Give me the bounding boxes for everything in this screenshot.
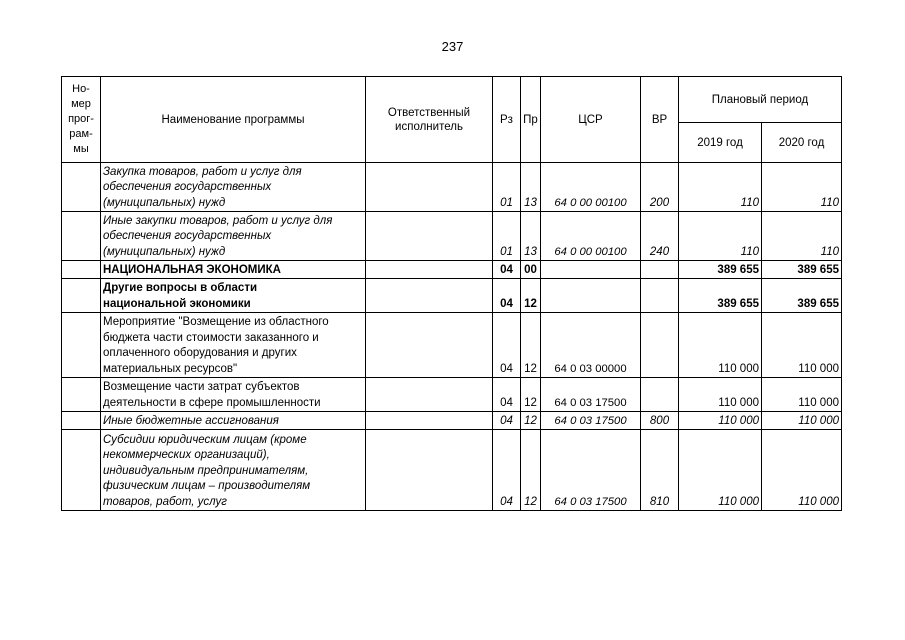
amount-2019-cell: 110 (679, 163, 762, 212)
table-row (62, 378, 842, 412)
rz-cell: 04 (493, 378, 521, 412)
amount-2019-cell: 110 000 (679, 313, 762, 378)
amount-2019-cell: 110 000 (679, 412, 762, 430)
vr-cell (641, 378, 679, 412)
header-pr: Пр (521, 77, 541, 163)
header-vr: ВР (641, 77, 679, 163)
program-name-cell: Субсидии юридическим лицам (кроме некоммерческих организаций), индивидуальным предпринимателям, физическим лицам – производителям товаров, работ, услуг (101, 430, 366, 511)
header-2019: 2019 год (679, 123, 762, 163)
csr-cell: 64 0 03 00000 (541, 313, 641, 378)
amount-2020-cell: 110 (762, 163, 842, 212)
amount-2020-cell: 110 000 (762, 430, 842, 511)
program-name-cell: Иные бюджетные ассигнования (101, 412, 366, 430)
executor-cell (366, 163, 493, 212)
vr-cell: 240 (641, 212, 679, 261)
vr-cell: 200 (641, 163, 679, 212)
header-planned-period: Плановый период (679, 77, 842, 123)
amount-2020-cell: 110 000 (762, 378, 842, 412)
csr-cell: 64 0 00 00100 (541, 163, 641, 212)
vr-cell: 800 (641, 412, 679, 430)
rz-cell: 01 (493, 163, 521, 212)
csr-cell: 64 0 03 17500 (541, 378, 641, 412)
executor-cell (366, 313, 493, 378)
program-number-cell (62, 412, 101, 430)
header-executor (366, 77, 493, 163)
csr-cell: 64 0 03 17500 (541, 430, 641, 511)
csr-cell: 64 0 03 17500 (541, 412, 641, 430)
amount-2019-cell: 110 000 (679, 378, 762, 412)
header-program-name: Наименование программы (101, 77, 366, 163)
program-number-cell (62, 261, 101, 279)
header-rz: Рз (493, 77, 521, 163)
amount-2020-cell: 389 655 (762, 261, 842, 279)
amount-2020-cell: 110 000 (762, 313, 842, 378)
rz-cell: 01 (493, 212, 521, 261)
header-2020: 2020 год (762, 123, 842, 163)
pr-cell: 12 (521, 378, 541, 412)
budget-table (61, 76, 842, 511)
executor-cell (366, 412, 493, 430)
program-name-cell: Иные закупки товаров, работ и услуг для обеспечения государственных (муниципальных) нужд (101, 212, 366, 261)
program-name-cell (101, 279, 366, 313)
executor-cell (366, 212, 493, 261)
program-number-cell (62, 313, 101, 378)
amount-2019-cell: 110 000 (679, 430, 762, 511)
amount-2019-cell: 389 655 (679, 261, 762, 279)
pr-cell: 13 (521, 212, 541, 261)
header-executor-label: Ответственный исполнитель (387, 106, 471, 133)
rz-cell: 04 (493, 279, 521, 313)
vr-cell (641, 313, 679, 378)
vr-cell: 810 (641, 430, 679, 511)
program-number-cell (62, 163, 101, 212)
pr-cell: 12 (521, 430, 541, 511)
rz-cell: 04 (493, 261, 521, 279)
program-number-cell (62, 279, 101, 313)
header-program-number (62, 77, 101, 163)
rz-cell: 04 (493, 412, 521, 430)
table-row (62, 212, 842, 261)
executor-cell (366, 430, 493, 511)
rz-cell: 04 (493, 313, 521, 378)
csr-cell (541, 279, 641, 313)
vr-cell (641, 279, 679, 313)
header-csr: ЦСР (541, 77, 641, 163)
program-name-cell: Закупка товаров, работ и услуг для обеспечения государственных (муниципальных) нужд (101, 163, 366, 212)
page-number: 237 (441, 39, 464, 54)
executor-cell (366, 261, 493, 279)
program-name-cell: НАЦИОНАЛЬНАЯ ЭКОНОМИКА (101, 261, 366, 279)
pr-cell: 12 (521, 279, 541, 313)
table-row (62, 279, 842, 313)
table-row (62, 313, 842, 378)
amount-2020-cell: 110 000 (762, 412, 842, 430)
amount-2020-cell: 110 (762, 212, 842, 261)
program-name-text: Другие вопросы в области национальной экономики (103, 282, 258, 310)
amount-2019-cell: 389 655 (679, 279, 762, 313)
pr-cell: 12 (521, 313, 541, 378)
executor-cell (366, 279, 493, 313)
amount-2020-cell: 389 655 (762, 279, 842, 313)
amount-2019-cell: 110 (679, 212, 762, 261)
header-program-number-label: Но-мер прог-рам-мы (68, 83, 94, 155)
pr-cell: 12 (521, 412, 541, 430)
program-number-cell (62, 212, 101, 261)
program-name-cell: Возмещение части затрат субъектов деятельности в сфере промышленности (101, 378, 366, 412)
program-number-cell (62, 430, 101, 511)
csr-cell: 64 0 00 00100 (541, 212, 641, 261)
table-row (62, 163, 842, 212)
table-row (62, 261, 842, 279)
pr-cell: 13 (521, 163, 541, 212)
program-name-cell: Мероприятие "Возмещение из областного бюджета части стоимости заказанного и оплаченного оборудования и других материальных ресурсов" (101, 313, 366, 378)
program-number-cell (62, 378, 101, 412)
table-row (62, 430, 842, 511)
csr-cell (541, 261, 641, 279)
pr-cell: 00 (521, 261, 541, 279)
rz-cell: 04 (493, 430, 521, 511)
table-row (62, 412, 842, 430)
executor-cell (366, 378, 493, 412)
vr-cell (641, 261, 679, 279)
